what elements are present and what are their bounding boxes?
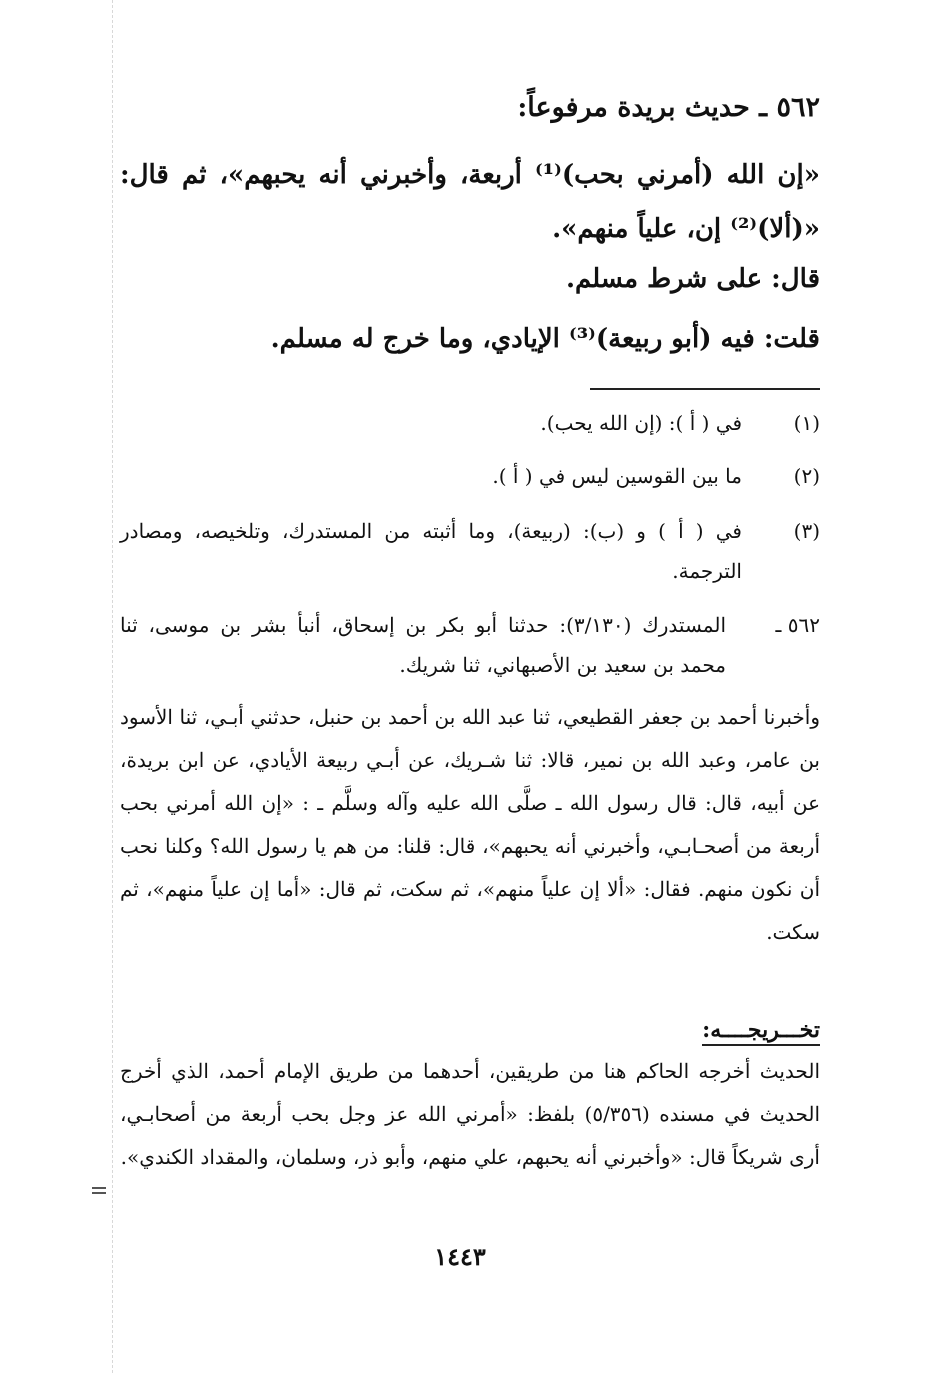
qal-statement: قال: على شرط مسلم. [565, 264, 820, 294]
takhrij-heading-text: تخـــريجــــه: [702, 1017, 820, 1046]
source-text: المستدرك (٣/١٣٠): حدثنا أبو بكر بن إسحاق، أنبأ بشر بن موسى، ثنا محمد بن سعيد بن الأصبهاني، ثنا شريك. [120, 613, 727, 677]
footnote-text: في ( أ ): (إن الله يحب). [540, 411, 742, 435]
equals-edge-mark [92, 1187, 106, 1199]
footnote-2 [120, 456, 820, 496]
gutter-dashed-line [112, 0, 113, 1373]
footnote-separator [590, 388, 820, 390]
footnote-3 [120, 511, 820, 591]
qult-statement: قلت: فيه (أبو ربيعة)⁽³⁾ الإيادي، وما خرج له مسلم. [270, 324, 820, 354]
takhrij-heading [120, 1010, 820, 1050]
hadith-text: «إن الله (أمرني بحب)⁽¹⁾ أربعة، وأخبرني أنه يحبهم»، ثم قال: «(ألا)⁽²⁾ إن، علياً منهم». [120, 160, 820, 244]
footnote-number: (٢) [793, 464, 820, 488]
takhrij-paragraph: الحديث أخرجه الحاكم هنا من طريقين، أحدهما من طريق الإمام أحمد، الذي أخرج الحديث في مسنده (٥/٣٥٦) بلفظ: «أمرني الله عز وجل بحب أربعة من أصحابـي، أرى شريكاً قال: «وأخبرني أنه يحبهم، علي منهم، وأبو ذر، وسلمان، والمقداد الكندي». [120, 1059, 821, 1169]
source-citation [120, 605, 820, 685]
footnote-number: (١) [793, 411, 820, 435]
page-number: ١٤٤٣ [434, 1242, 486, 1271]
isnad-paragraph: وأخبرنا أحمد بن جعفر القطيعي، ثنا عبد الله بن أحمد بن حنبل، حدثني أبـي، ثنا الأسود بن عامر، وعبد الله بن نمير، قالا: ثنا شـريك، عن أبـي ربيعة الأيادي، عن ابن بريدة، عن أبيه، قال: قال رسول الله ـ صلَّى الله عليه وآله وسلَّم ـ : «إن الله أمرني بحب أربعة من أصحـابـي، وأخبرني أنه يحبهم»، قال: قلنا: من هم يا رسول الله؟ وكلنا نحب أن نكون منهم. فقال: «ألا إن علياً منهم»، ثم سكت، ثم قال: «أما إن علياً منهم»، ثم سكت. [120, 705, 820, 944]
footnote-number: (٣) [793, 519, 820, 543]
footnote-text: في ( أ ) و (ب): (ربيعة)، وما أثبته من المستدرك، وتلخيصه، ومصادر الترجمة. [120, 519, 742, 583]
hadith-heading: ٥٦٢ ـ حديث بريدة مرفوعاً: [517, 92, 820, 123]
footnote-text: ما بين القوسين ليس في ( أ ). [492, 464, 742, 488]
footnote-1 [120, 403, 820, 443]
source-number: ٥٦٢ ـ [775, 613, 820, 637]
